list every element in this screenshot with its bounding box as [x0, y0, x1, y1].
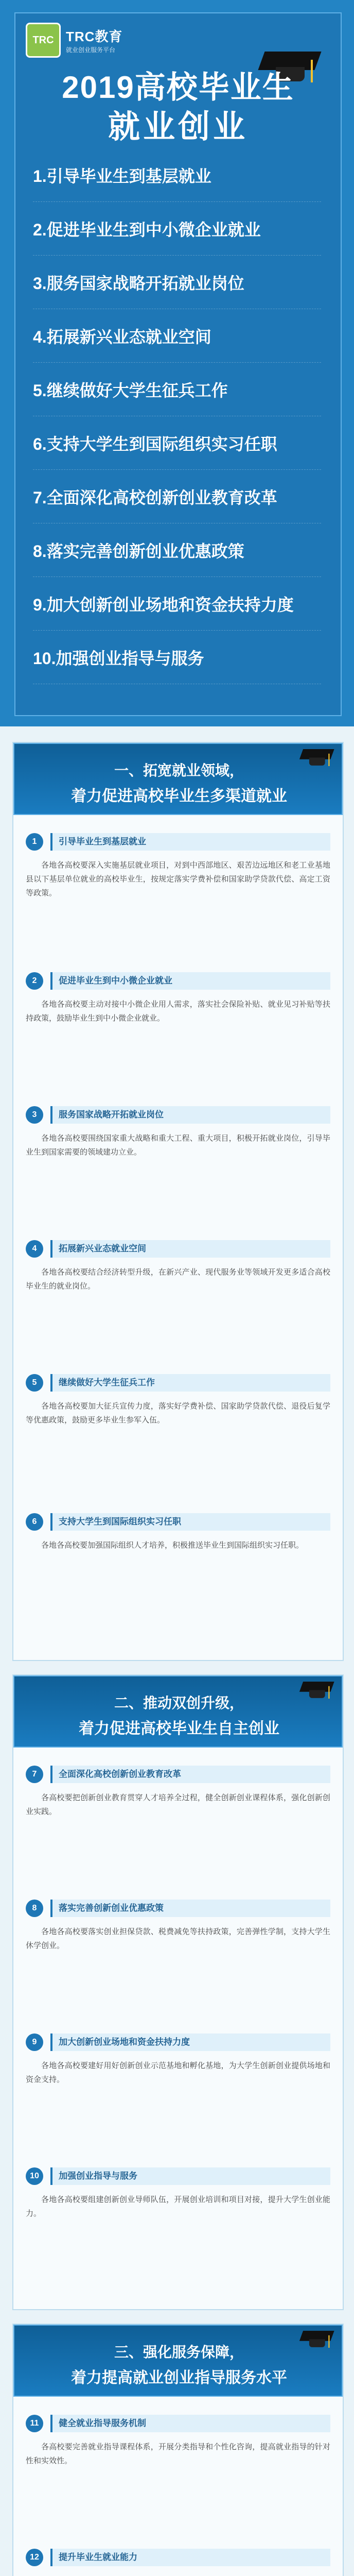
- hero-list-item: 4.拓展新兴业态就业空间: [33, 309, 321, 363]
- policy-item: [26, 1897, 330, 1953]
- item-body: 各地各高校要落实创业担保贷款、税费减免等扶持政策，完善弹性学制，支持大学生休学创业。: [26, 1927, 330, 1950]
- item-body: 各地各高校要加强国际组织人才培养，积极推送毕业生到国际组织实习任职。: [41, 1541, 304, 1550]
- policy-item: [26, 2546, 330, 2576]
- item-number: 1: [26, 833, 43, 851]
- item-number: 9: [26, 2033, 43, 2051]
- item-number: 7: [26, 1766, 43, 1783]
- section-subheading: 着力促进高校毕业生自主创业: [79, 1720, 279, 1737]
- hero-list: [33, 148, 321, 684]
- hero-list-item: 9.加大创新创业场地和资金扶持力度: [33, 577, 321, 631]
- hero-list-item: 8.落实完善创新创业优惠政策: [33, 523, 321, 577]
- section-1: [12, 742, 344, 1661]
- item-body: 各地各高校要深入实施基层就业项目，对到中西部地区、艰苦边远地区和老工业基地县以下基层单位就业的高校毕业生，按规定落实学费补偿和国家助学贷款代偿、高定工资等政策。: [26, 861, 330, 897]
- item-body: 各地各高校要建好用好创新创业示范基地和孵化基地，为大学生创新创业提供场地和资金支持。: [26, 2061, 330, 2084]
- item-body: 各地各高校要主动对接中小微企业用人需求，落实社会保险补贴、就业见习补贴等扶持政策，鼓励毕业生到中小微企业就业。: [26, 1000, 330, 1023]
- item-body: 各地各高校要结合经济转型升级，在新兴产业、现代服务业等领域开发更多适合高校毕业生的就业岗位。: [26, 1268, 330, 1291]
- item-number: 3: [26, 1106, 43, 1124]
- section-heading: 三、强化服务保障，: [114, 2344, 244, 2360]
- item-body: 各地各高校要加大征兵宣传力度，落实好学费补偿、国家助学贷款代偿、退役后复学等优惠政策，鼓励更多毕业生参军入伍。: [26, 1402, 330, 1425]
- section-banner: [13, 2325, 343, 2397]
- policy-item: [26, 1511, 330, 1552]
- policy-item: [26, 2031, 330, 2087]
- item-number: 8: [26, 1900, 43, 1917]
- hero-list-item: 6.支持大学生到国际组织实习任职: [33, 416, 321, 470]
- item-number: 12: [26, 2549, 43, 2566]
- policy-item: [26, 1238, 330, 1293]
- section-heading: 一、拓宽就业领域，: [114, 762, 244, 778]
- section-subheading: 着力提高就业创业指导服务水平: [71, 2369, 287, 2386]
- item-title: 健全就业指导服务机制: [50, 2415, 330, 2432]
- section-heading: 二、推动双创升级，: [114, 1695, 244, 1711]
- item-number: 4: [26, 1240, 43, 1258]
- item-body: 各高校要完善就业指导课程体系，开展分类指导和个性化咨询，提高就业指导的针对性和实效性。: [26, 2443, 330, 2465]
- hero-list-item: 2.促进毕业生到中小微企业就业: [33, 202, 321, 256]
- item-title: 服务国家战略开拓就业岗位: [50, 1106, 330, 1124]
- item-body: 各地各高校要围绕国家重大战略和重大工程、重大项目，积极开拓就业岗位，引导毕业生到国家需要的领域建功立业。: [26, 1134, 330, 1157]
- item-title: 促进毕业生到中小微企业就业: [50, 972, 330, 990]
- item-title: 拓展新兴业态就业空间: [50, 1240, 330, 1258]
- item-title: 继续做好大学生征兵工作: [50, 1374, 330, 1392]
- item-number: 6: [26, 1513, 43, 1531]
- policy-item: [26, 970, 330, 1025]
- policy-item: [26, 1763, 330, 1819]
- section-3: [12, 2324, 344, 2576]
- item-body: [26, 2574, 330, 2576]
- logo-name: TRC教育: [66, 29, 123, 44]
- policy-item: [26, 831, 330, 900]
- section-banner: [13, 743, 343, 815]
- hero-panel: [14, 12, 342, 716]
- section-subheading: 着力促进高校毕业生多渠道就业: [71, 788, 287, 805]
- logo-badge: TRC: [26, 23, 61, 58]
- item-body: 各高校要把创新创业教育贯穿人才培养全过程，健全创新创业课程体系，强化创新创业实践。: [26, 1793, 330, 1816]
- item-title: 加强创业指导与服务: [50, 2167, 330, 2185]
- hero-list-item: 7.全面深化高校创新创业教育改革: [33, 470, 321, 523]
- hero-list-item: 1.引导毕业生到基层就业: [33, 148, 321, 202]
- policy-item: [26, 1104, 330, 1159]
- item-number: 11: [26, 2415, 43, 2432]
- item-number: 2: [26, 972, 43, 990]
- hero-list-item: 3.服务国家战略开拓就业岗位: [33, 256, 321, 309]
- hero-list-item: 10.加强创业指导与服务: [33, 631, 321, 684]
- item-number: 5: [26, 1374, 43, 1392]
- item-title: 全面深化高校创新创业教育改革: [50, 1766, 330, 1783]
- hero-banner: [0, 0, 354, 726]
- hero-title: 2019高校毕业生: [62, 70, 294, 105]
- policy-item: [26, 1371, 330, 1427]
- logo-sub: 就业创业服务平台: [66, 46, 116, 54]
- hero-list-item: 5.继续做好大学生征兵工作: [33, 363, 321, 416]
- section-banner: [13, 1675, 343, 1748]
- hero-subtitle: 就业创业: [108, 109, 248, 145]
- section-2: [12, 1674, 344, 2310]
- policy-item: [26, 2165, 330, 2221]
- policy-item: [26, 2412, 330, 2468]
- item-title: 提升毕业生就业能力: [50, 2549, 330, 2566]
- item-title: 加大创新创业场地和资金扶持力度: [50, 2033, 330, 2051]
- item-body: 各地各高校要组建创新创业导师队伍，开展创业培训和项目对接，提升大学生创业能力。: [26, 2195, 330, 2218]
- logo: [26, 23, 122, 58]
- item-title: 支持大学生到国际组织实习任职: [50, 1513, 330, 1531]
- item-title: 落实完善创新创业优惠政策: [50, 1900, 330, 1917]
- item-title: 引导毕业生到基层就业: [50, 833, 330, 851]
- item-number: 10: [26, 2167, 43, 2185]
